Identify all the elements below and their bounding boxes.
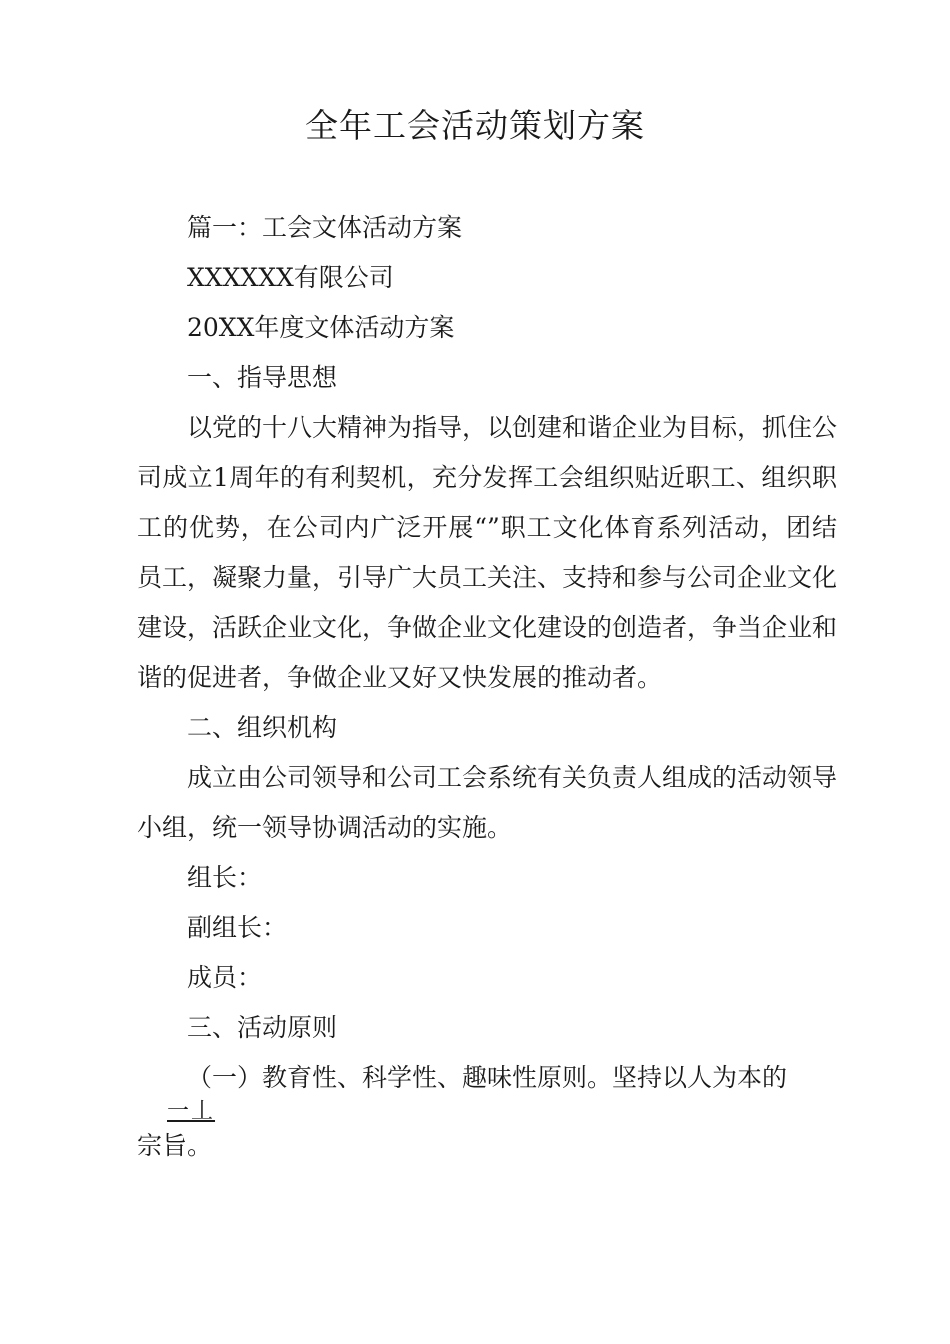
deputy-leader-line: 副组长： <box>187 913 288 942</box>
heading-organization: 二、组织机构 <box>187 713 338 742</box>
plan-subtitle: 20XX年度文体活动方案 <box>187 313 455 342</box>
paragraph-guiding-ideology: 以党的十八大精神为指导，以创建和谐企业为目标，抓住公司成立1周年的有利契机，充分发挥工会组织贴近职工、组织职工的优势，在公司内广泛开展“”职工文化体育系列活动，团结员工，凝聚力量，引导广大员工关注、支持和参与公司企业文化建设，活跃企业文化，争做企业文化建设的创造者，争当企业和谐的促进者，争做企业又好又快发展的推动者。 <box>137 413 838 692</box>
footnote-mark: 一丄 <box>167 1099 216 1124</box>
heading-guiding-ideology: 一、指导思想 <box>187 363 338 392</box>
leader-line: 组长： <box>187 863 263 892</box>
members-line: 成员： <box>187 963 263 992</box>
document-title: 全年工会活动策划方案 <box>305 106 645 145</box>
paragraph-continuation: 宗旨。 <box>137 1131 213 1160</box>
heading-principles: 三、活动原则 <box>187 1013 338 1042</box>
document-body <box>137 203 837 1103</box>
paragraph-principle-1: （一）教育性、科学性、趣味性原则。坚持以人为本的 <box>187 1063 788 1092</box>
section-heading: 篇一：工会文体活动方案 <box>187 213 463 242</box>
company-name: XXXXXX有限公司 <box>187 263 394 292</box>
paragraph-organization: 成立由公司领导和公司工会系统有关负责人组成的活动领导小组，统一领导协调活动的实施。 <box>137 763 838 842</box>
